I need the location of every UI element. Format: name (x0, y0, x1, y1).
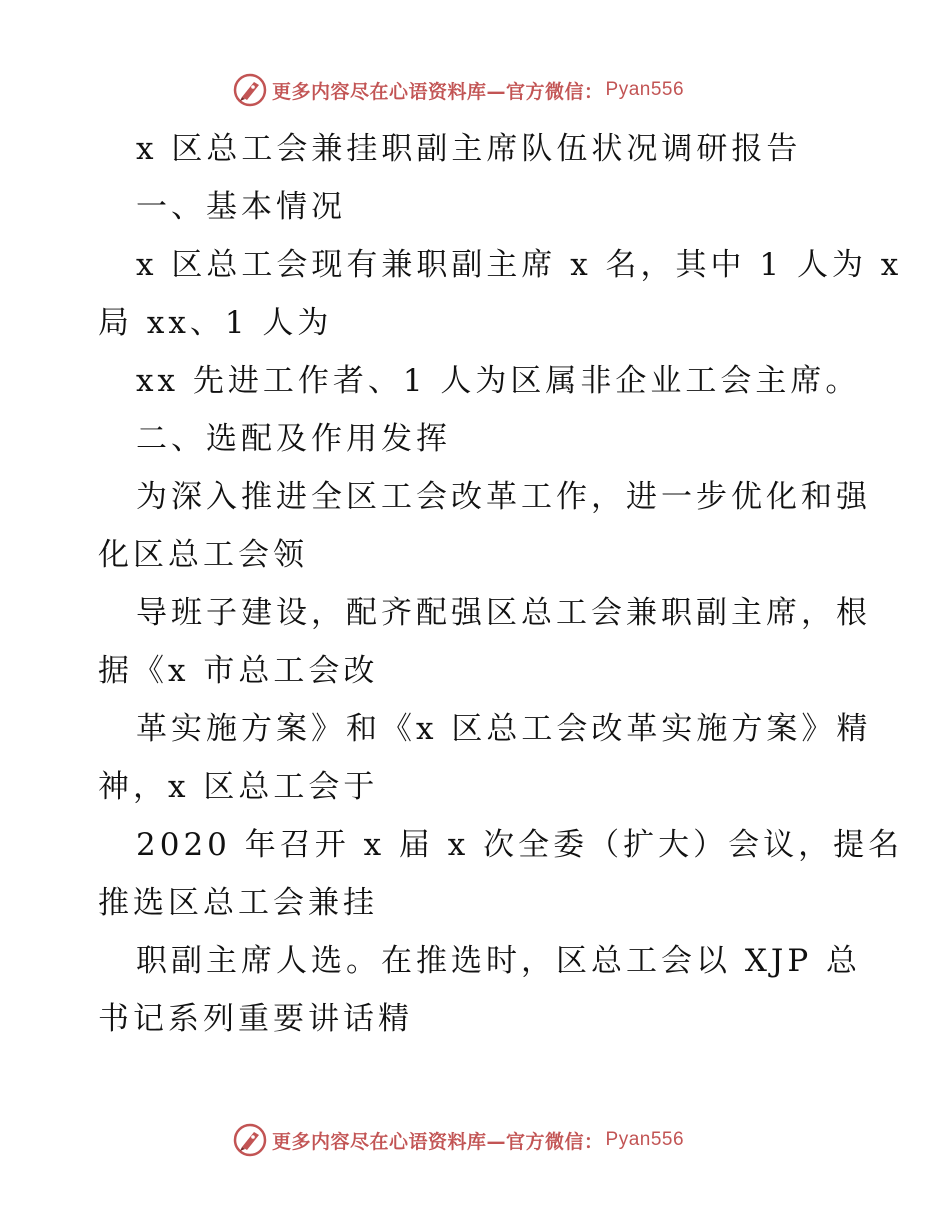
watermark-text: 更多内容尽在心语资料库—官方微信： (272, 1130, 604, 1153)
paragraph-line: 导班子建设，配齐配强区总工会兼职副主席，根 (136, 595, 871, 631)
document-body (98, 120, 904, 1048)
paragraph-line: 职副主席人选。在推选时，区总工会以 XJP 总 (136, 943, 862, 979)
paragraph-line: 2020 年召开 x 届 x 次全委（扩大）会议，提名 (136, 827, 904, 863)
footer-watermark (232, 1120, 732, 1160)
paragraph-line: 化区总工会领 (98, 537, 308, 573)
paragraph-line: x 区总工会现有兼职副主席 x 名，其中 1 人为 x (136, 247, 903, 283)
document-title: x 区总工会兼挂职副主席队伍状况调研报告 (136, 131, 802, 167)
pen-nib-logo-icon (232, 1122, 268, 1158)
paragraph-line: 书记系列重要讲话精 (98, 1001, 413, 1037)
watermark-wechat-id: Pyan556 (605, 1129, 685, 1150)
paragraph-line: 局 xx、1 人为 (98, 305, 333, 341)
watermark-text: 更多内容尽在心语资料库—官方微信： (272, 80, 604, 103)
section-heading: 二、选配及作用发挥 (136, 421, 451, 457)
watermark-wechat-id: Pyan556 (605, 79, 685, 100)
paragraph-line: 革实施方案》和《x 区总工会改革实施方案》精 (136, 711, 872, 747)
paragraph-line: xx 先进工作者、1 人为区属非企业工会主席。 (136, 363, 861, 399)
paragraph-line: 据《x 市总工会改 (98, 653, 379, 689)
section-heading: 一、基本情况 (136, 189, 346, 225)
pen-nib-logo-icon (232, 72, 268, 108)
paragraph-line: 为深入推进全区工会改革工作，进一步优化和强 (136, 479, 871, 515)
paragraph-line: 推选区总工会兼挂 (98, 885, 378, 921)
paragraph-line: 神，x 区总工会于 (98, 769, 379, 805)
header-watermark (232, 70, 732, 110)
